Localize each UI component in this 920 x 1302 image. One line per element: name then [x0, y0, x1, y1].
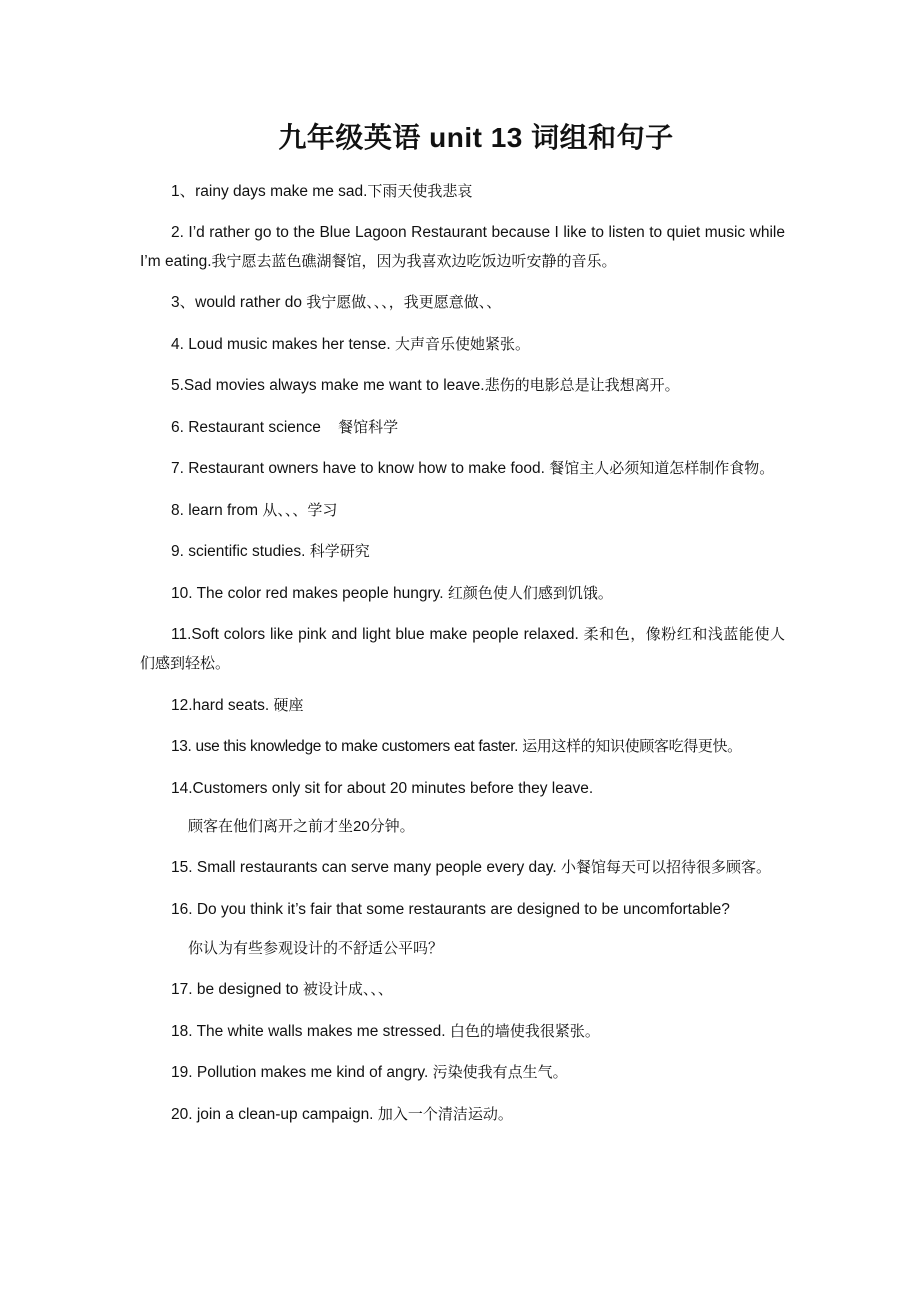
list-item: 7. Restaurant owners have to know how to make food. 餐馆主人必须知道怎样制作食物。 — [171, 459, 775, 477]
list-item: 6. Restaurant science 餐馆科学 — [171, 417, 399, 436]
list-item-translation: 你认为有些参观设计的不舒适公平吗？ — [188, 938, 444, 957]
list-item: 19. Pollution makes me kind of angry. 污染使我有点生气。 — [171, 1063, 568, 1081]
list-item: 13. use this knowledge to make customers eat faster. 运用这样的知识使顾客吃得更快。 — [171, 737, 742, 755]
list-item: 18. The white walls makes me stressed. 白色的墙使我很紧张。 — [171, 1021, 600, 1040]
list-item: 5.Sad movies always make me want to leave.悲伤的电影总是让我想离开。 — [171, 376, 680, 394]
list-item: 10. The color red makes people hungry. 红颜色使人们感到饥饿。 — [171, 583, 613, 602]
list-item: 15. Small restaurants can serve many people every day. 小餐馆每天可以招待很多顾客。 — [171, 858, 772, 876]
list-item: 12.hard seats. 硬座 — [171, 695, 304, 714]
phrase-list — [140, 177, 785, 1141]
page-title: 九年级英语 unit 13 词组和句子 — [278, 122, 674, 153]
list-item: 20. join a clean-up campaign. 加入一个清洁运动。 — [171, 1104, 513, 1123]
list-item: 4. Loud music makes her tense. 大声音乐使她紧张。 — [171, 334, 531, 353]
list-item: 9. scientific studies. 科学研究 — [171, 542, 370, 560]
list-item: 8. learn from 从、、、学习 — [171, 500, 338, 519]
list-item-translation: 顾客在他们离开之前才坐20分钟。 — [188, 817, 415, 835]
list-item: 3、would rather do 我宁愿做、、、，我更愿意做、、 — [171, 293, 502, 311]
list-item: 1、rainy days make me sad.下雨天使我悲哀 — [171, 182, 473, 200]
list-item: 11.Soft colors like pink and light blue make people relaxed. 柔和色，像粉红和浅蓝能使人们感到轻松。 — [140, 625, 785, 672]
list-item: 2. I’d rather go to the Blue Lagoon Restaurant because I like to listen to quiet music while I’m eating.我宁愿去蓝色礁湖餐馆，因为我喜欢边吃饭边听安静的音乐。 — [140, 223, 785, 270]
list-item: 17. be designed to 被设计成、、、 — [171, 980, 393, 998]
list-item: 14.Customers only sit for about 20 minutes before they leave. — [171, 779, 594, 797]
list-item: 16. Do you think it’s fair that some restaurants are designed to be uncomfortable? — [171, 900, 730, 918]
